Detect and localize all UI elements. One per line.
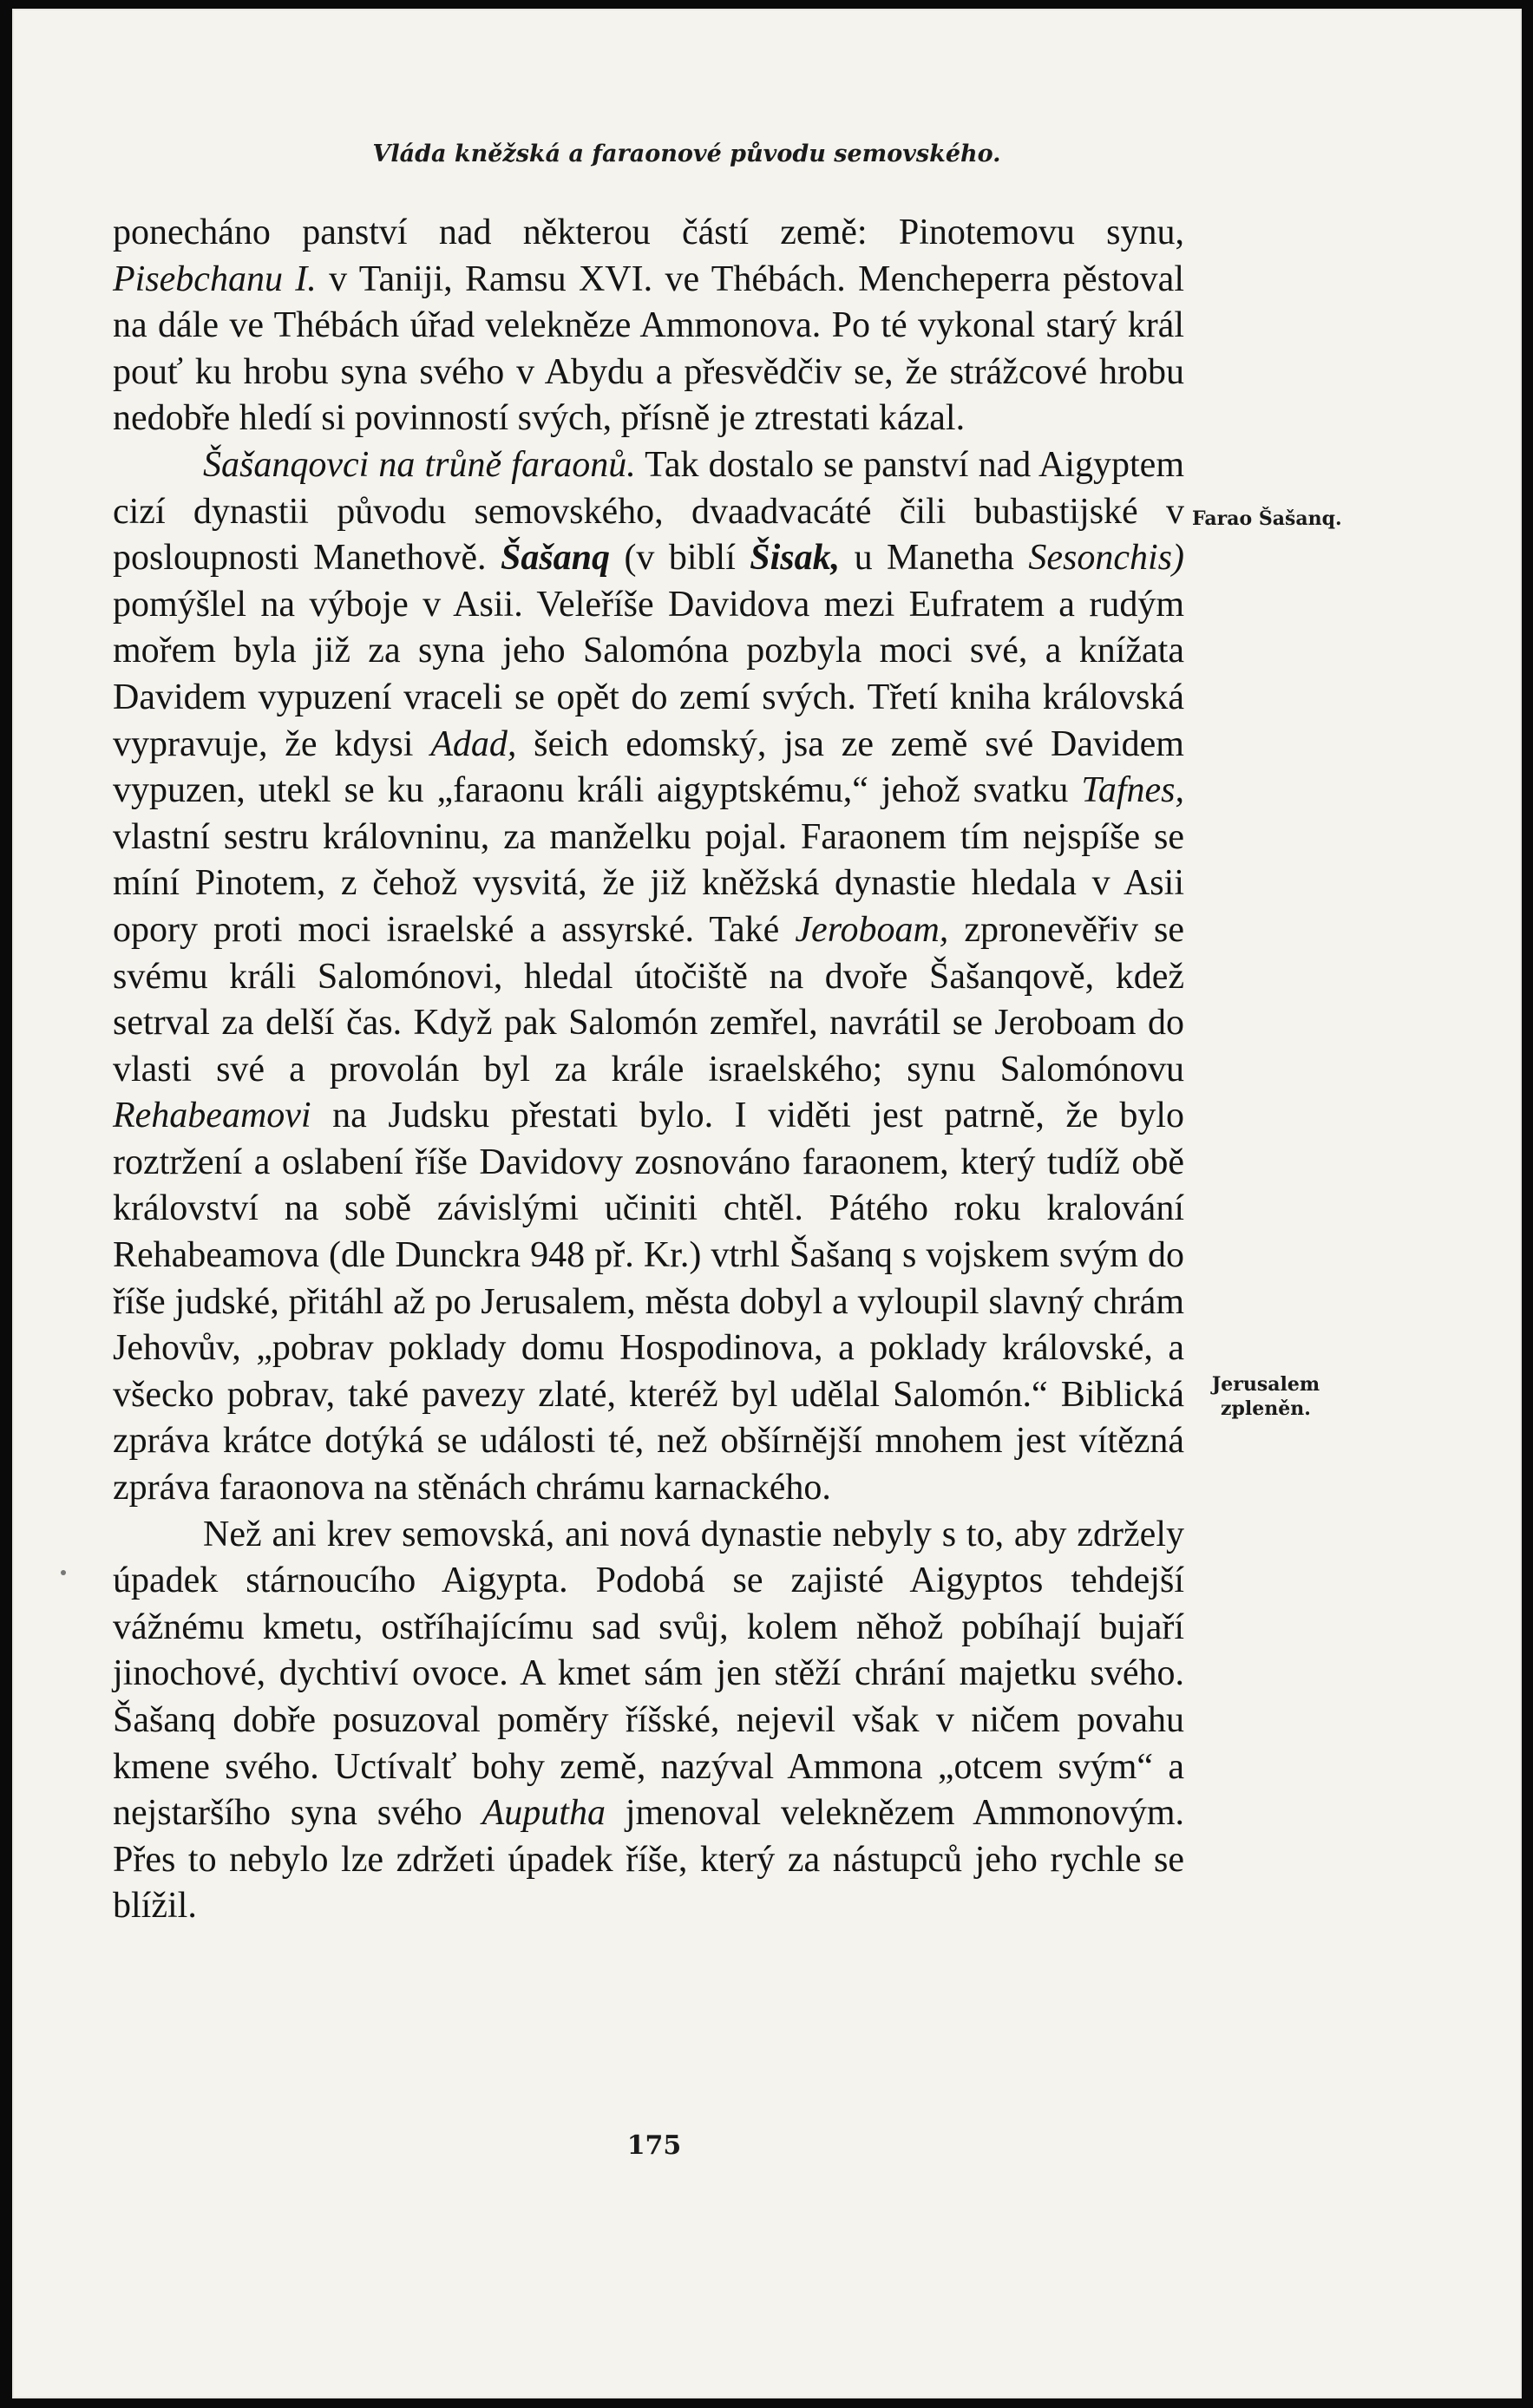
text-run: ponecháno panství nad některou částí země: Pinotemovu synu, (113, 213, 1184, 252)
book-page (12, 9, 1522, 2398)
text-run: v Taniji, Ramsu XVI. ve Thébách. Mencheperra pěstoval na dále ve Thébách úřad velekněze Ammonova. Po té vykonal starý král pouť ku hrobu syna svého v Abydu a přesvědčiv se, že strážcové hrobu nedobře hledí si povinností svých, přísně je ztrestati kázal. (113, 258, 1184, 439)
running-head: Vláda kněžská a faraonové původu semovského. (372, 141, 1001, 167)
text-run: Než ani krev semovská, ani nová dynastie nebyly s to, aby zdržely úpadek stárnoucího Aigypta. Podobá se zajisté Aigyptos tehdejší vážnému kmetu, ostříhajícímu sad svůj, kolem něhož pobíhají bujaří jinochové, dychtiví ovoce. A kmet sám jen stěží chrání majetku svého. Šašanq dobře posuzoval poměry říšské, nejevil však v ničem povahu kmene svého. Uctívalť bohy země, nazýval Ammona „otcem svým“ a nejstaršího syna svého (113, 1514, 1184, 1834)
margin-note-farao-sasanq: Farao Šašanq. (1192, 507, 1342, 530)
italic-run: Pisebchanu I. (113, 258, 317, 299)
margin-note-jerusalem (1209, 1372, 1322, 1421)
text-run: zpronevěřiv se svému králi Salomónovi, hledal útočiště na dvoře Šašanqově, kdež setrval za delší čas. Když pak Salomón zemřel, navrátil se Jeroboam do vlasti své a provolán byl za krále israelského; synu Salomónovu (113, 909, 1185, 1089)
italic-run: Šašanqovci na trůně faraonů. (203, 444, 636, 485)
text-run: šeich edomský, jsa ze země své Davidem vypuzen, utekl se ku „faraonu králi aigyptskému,“ jehož svatku (113, 723, 1184, 811)
italic-run: Sesonchis) (1028, 538, 1184, 579)
page-speck (61, 1570, 66, 1575)
body-text (113, 210, 1184, 1930)
margin-note-jerusalem-line-1: Jerusalem (1211, 1373, 1320, 1396)
text-run: jmenoval veleknězem Ammonovým. Přes to nebylo lze zdržeti úpadek říše, který za nástupců jeho rychle se blížil. (113, 1793, 1184, 1927)
text-run: na Judsku přestati bylo. I viděti jest patrně, že bylo roztržení a oslabení říše Davidovy zosnováno faraonem, který tudíž obě království na sobě závislými učiniti chtěl. Pátého roku kralování Rehabeamova (dle Dunckra 948 př. Kr.) vtrhl Šašanq s vojskem svým do říše judské, přitáhl až po Jerusalem, města dobyl a vyloupil slavný chrám Jehovův, „pobrav poklady domu Hospodinova, a poklady královské, a všecko pobrav, také pavezy zlaté, kteréž byl udělal Salomón.“ Biblická zpráva krátce dotýká se události té, než obšírnější mnohem jest vítězná zpráva faraonova na stěnách chrámu karnackého. (113, 1096, 1184, 1508)
italic-run: Tafnes, (1081, 770, 1184, 811)
text-run: Tak dostalo se panství nad Aigyptem cizí dynastii původu semovského, dvaadvacáté čili bubastijské v posloupnosti Manethově. (113, 444, 1184, 579)
paragraph-3 (113, 1512, 1184, 1930)
text-run: pomýšlel na výboje v Asii. Veleříše Davidova mezi Eufratem a rudým mořem byla již za syna jeho Salomóna pozbyla moci své, a knížata Davidem vypuzení vraceli se opět do zemí svých. Třetí kniha královská vypravuje, že kdysi (113, 584, 1184, 764)
bold-italic-run: Šašanq (500, 538, 611, 579)
bold-italic-run: Šisak, (750, 538, 841, 579)
italic-run: Jeroboam, (795, 909, 949, 950)
margin-note-jerusalem-line-2: zpleněn. (1221, 1397, 1311, 1420)
paragraph-2 (113, 442, 1184, 1512)
italic-run: Auputha (482, 1793, 606, 1834)
text-run: u Manetha (840, 538, 1029, 579)
italic-run: Rehabeamovi (113, 1096, 311, 1136)
text-run: vlastní sestru královninu, za manželku pojal. Faraonem tím nejspíše se míní Pinotem, z čehož vysvitá, že již kněžská dynastie hledala v Asii opory proti moci israelské a assyrské. Také (113, 816, 1184, 950)
italic-run: Adad, (430, 723, 517, 764)
text-run: (v biblí (610, 538, 750, 579)
paragraph-1 (113, 210, 1184, 442)
page-number: 175 (626, 2130, 682, 2161)
